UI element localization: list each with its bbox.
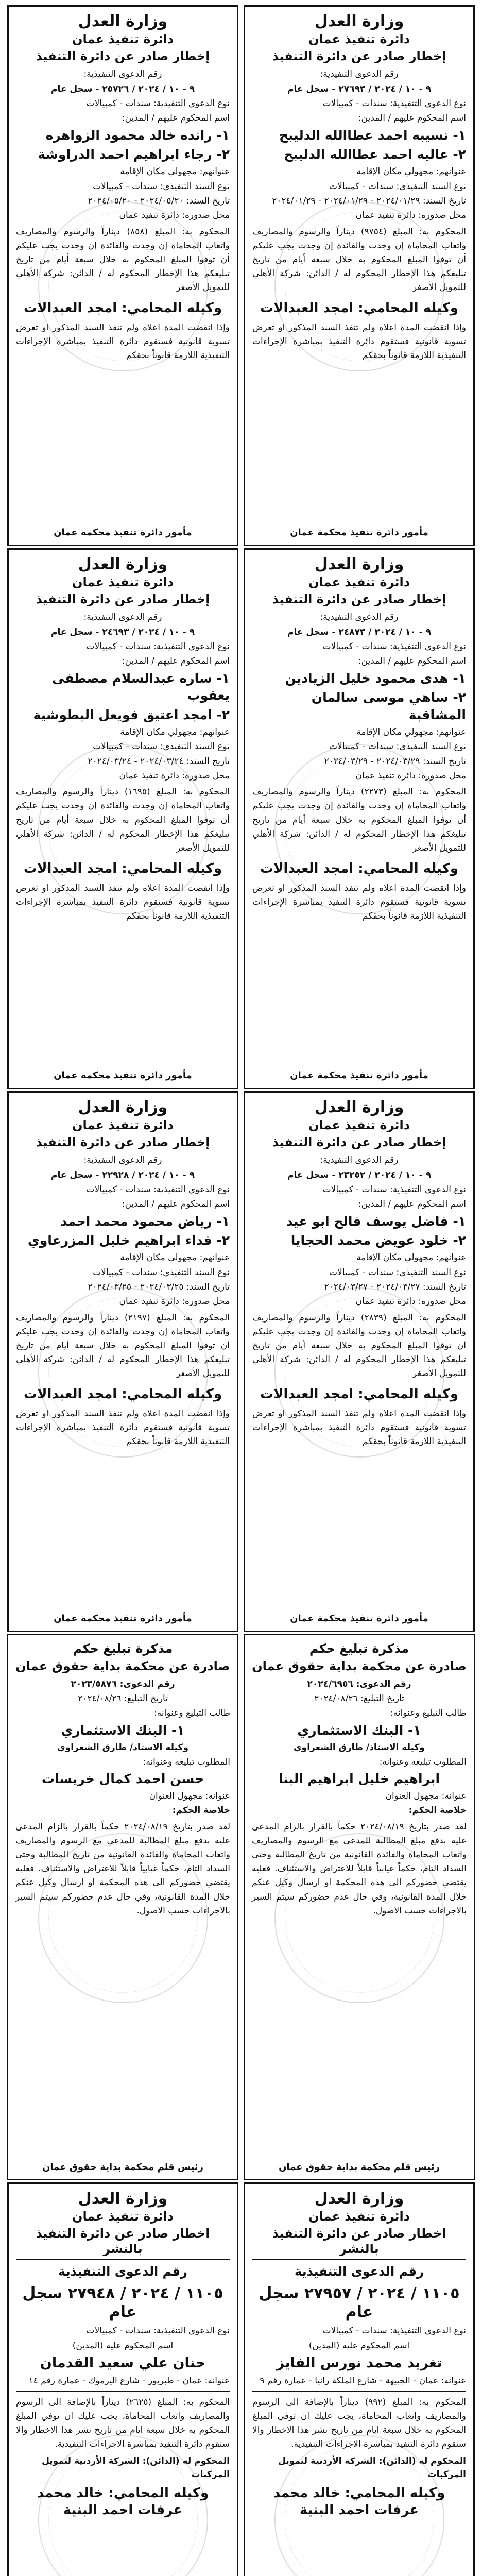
defendant-name: حسن احمد كمال خريسات <box>41 1771 204 1787</box>
case-number: ٩ - ١٠ / ٢٠٢٤ / ٢٢٩٢٨ - سجل عام <box>51 1170 195 1180</box>
creditor-agent: وكيله المحامي: امجد العبدالات <box>260 300 458 316</box>
debtor-address: عنوانهم: مجهولي مكان الإقامة <box>356 166 466 177</box>
execution-notice-3 <box>244 548 475 1089</box>
document-dates: تاريخ السند: ٢٠٢٤/٠٣/٢٧ - ٢٠٢٤/٠٣/٢٧ <box>324 1281 466 1292</box>
case-label: رقم الدعوى التنفيذية <box>58 2264 187 2279</box>
defendant-address: عنوانه: مجهول العنوان <box>385 1791 467 1802</box>
notice-body: المحكوم به: المبلغ (٢٢٧٣) ديناراً والرسوم والمصاريف واتعاب المحاماة إن وجدت والفائدة إن وجدت يجب عليكم أن توفوا المبلغ المحكوم به خلال سبعة أيام من تاريخ تبليغكم هذا الإخطار المحكوم له / الدائن: شركة الأهلي للتمويل الأصغر <box>252 787 466 854</box>
case-label: رقم الدعوى التنفيذية: <box>83 69 162 80</box>
debtor-label: اسم المحكوم عليه (المدين) <box>308 2340 410 2351</box>
document-dates: تاريخ السند: ٢٠٢٤/٠٣/٢٩ - ٢٠٢٤/٠٣/٢٩ <box>324 756 466 767</box>
debtor-name: تغريد محمد نورس الفايز <box>276 2354 442 2371</box>
debtor-address: عنوانه: عمان - طبربور - شارع اليرموك - عمارة رقم ١٤ <box>28 2376 230 2386</box>
debtor-address: عنوانه: عمان - الجبيهة - شارع الملكة رانيا - عمارة رقم ٩ <box>260 2376 466 2386</box>
issuing-court: محل صدوره: دائرة تنفيذ عمان <box>355 210 466 221</box>
plaintiff-agent: وكيله الاستاذ/ طارق الشعراوي <box>57 1742 188 1753</box>
ministry-title: وزارة العدل <box>78 12 168 30</box>
ministry-title: وزارة العدل <box>314 2190 404 2208</box>
plaintiff-agent: وكيله الاستاذ/ طارق الشعراوي <box>294 1742 425 1753</box>
notice-warning: وإذا انقضت المدة اعلاه ولم تنفذ السند المذكور او تعرض تسوية قانونية فستقوم دائرة التنفيذ بمباشرة الإجراءات التنفيذية اللازمة قانوناً بحقكم <box>16 883 230 922</box>
debtor-address: عنوانهم: مجهولي مكان الإقامة <box>120 1252 230 1263</box>
judgment-notice-2 <box>7 1634 238 2180</box>
case-label: رقم الدعوى التنفيذية: <box>320 1155 399 1166</box>
debtor-name-2: ٢- امجد اعتيق فويعل البطوشية <box>33 707 230 723</box>
plaintiff-label: طالب التبليغ وعنوانه: <box>154 1708 230 1719</box>
directorate-title: دائرة تنفيذ عمان <box>72 31 174 46</box>
case-label: رقم الدعوى التنفيذية: <box>83 1155 162 1166</box>
judgment-date: تاريخ التبليغ: ٢٠٢٤/٠٨/٢٦ <box>78 1693 168 1704</box>
issuing-court: محل صدوره: دائرة تنفيذ عمان <box>119 770 230 781</box>
ministry-title: وزارة العدل <box>78 1098 168 1116</box>
document-type: نوع السند التنفيذي: سندات - كمبيالات <box>329 741 466 752</box>
notice-subject: إخطار صادر عن دائرة التنفيذ <box>272 1135 446 1150</box>
debtor-name-2: ٢- فداء ابراهيم خليل المزرعاوي <box>27 1233 230 1248</box>
debtor-name-1: ١- هدى محمود خليل الزيادين <box>285 670 466 686</box>
case-number: ٩ - ١٠ / ٢٠٢٤ / ٢٥٧٢٦ - سجل عام <box>51 83 195 94</box>
judgment-subject: خلاصة الحكم: <box>408 1805 467 1816</box>
ministry-title: وزارة العدل <box>78 2190 168 2208</box>
notice-signature: مأمور دائرة تنفيذ محكمة عمان <box>290 1070 428 1081</box>
plaintiff-label: طالب التبليغ وعنوانه: <box>390 1708 467 1719</box>
creditor-agent: وكيله المحامي: خالد محمد عرفات احمد البنية <box>273 2485 445 2518</box>
judgment-body: لقد صدر بتاريخ ٢٠٢٤/٠٨/١٩ حكماً بالقرار بالزام المدعى عليه بدفع مبلغ المطالبة للمدعي مع الرسوم والمصاريف واتعاب المحاماة والفائدة القانونية من تاريخ المطالبة وحتى السداد التام، حكماً غيابياً قابلاً للاعتراض والاستئناف. فعليه يقتضي حضوركم الى هذه المحكمة او ارسال وكيل عنكم خلال المدة القانونية، وفي حال عدم حضوركم سيتم السير بالاجراءات حسب الاصول. <box>252 1821 467 1916</box>
notice-warning: وإذا انقضت المدة اعلاه ولم تنفذ السند المذكور او تعرض تسوية قانونية فستقوم دائرة التنفيذ بمباشرة الإجراءات التنفيذية اللازمة قانوناً بحقكم <box>252 322 466 361</box>
creditor-agent: وكيله المحامي: امجد العبدالات <box>260 1386 458 1402</box>
directorate-title: دائرة تنفيذ عمان <box>308 31 410 46</box>
defendant-label: المطلوب تبليغه وعنوانه: <box>379 1756 467 1767</box>
debtor-label: اسم المحكوم عليهم / المدين: <box>122 1199 230 1210</box>
directorate-title: دائرة تنفيذ عمان <box>72 1117 174 1132</box>
notice-signature: مأمور دائرة تنفيذ محكمة عمان <box>54 1070 192 1081</box>
creditor-name: المحكوم له (الدائن): الشركة الأردنية لتمويل المركبات <box>42 2455 230 2480</box>
case-label: رقم الدعوى التنفيذية: <box>320 69 399 80</box>
notice-body: المحكوم به: المبلغ (٢١٩٧) ديناراً والرسوم والمصاريف واتعاب المحاماة إن وجدت والفائدة إن وجدت يجب عليكم أن توفوا المبلغ المحكوم به خلال سبعة أيام من تاريخ تبليغكم هذا الإخطار المحكوم له / الدائن: شركة الأهلي للتمويل الأصغر <box>16 1312 230 1379</box>
judgment-case-number: رقم الدعوى: ٢٠٢٣/٥٨٧٦ <box>71 1679 175 1689</box>
defendant-label: المطلوب تبليغه وعنوانه: <box>143 1756 230 1767</box>
judgment-case-number: رقم الدعوى: ٢٠٢٤/٦٩٥٦ <box>307 1679 411 1689</box>
debtor-label: اسم المحكوم عليهم / المدين: <box>358 656 466 667</box>
debtor-name-1: ١- رانده خالد محمود الزواهره <box>45 127 230 143</box>
notice-subject: إخطار صادر عن دائرة التنفيذ <box>272 49 446 64</box>
publication-body: المحكوم به: المبلغ (٢٦٢٥) ديناراً بالإضافة الى الرسوم والمصاريف واتعاب المحاماة، يجب عليك ان توفي المبلغ المحكوم به خلال سبعة ايام من تاريخ نشر هذا الاخطار والا ستقوم دائرة التنفيذ بمباشرة الاجراءات التنفيذية. <box>16 2397 230 2450</box>
notice-subject: إخطار صادر عن دائرة التنفيذ <box>36 49 210 64</box>
case-type: نوع الدعوى التنفيذية: سندات - كمبيالات <box>322 2326 466 2336</box>
creditor-agent: وكيله المحامي: امجد العبدالات <box>24 1386 222 1402</box>
debtor-address: عنوانهم: مجهولي مكان الإقامة <box>120 726 230 737</box>
publication-notice-1 <box>244 2182 475 2576</box>
directorate-title: دائرة تنفيذ عمان <box>72 2209 174 2224</box>
publication-subject: اخطار صادر عن دائرة التنفيذ بالنشر <box>16 2226 230 2260</box>
judgment-signature: رئيس قلم محكمة بداية حقوق عمان <box>279 2161 440 2173</box>
debtor-name-1: ١- نسيبه احمد عطاالله الدليبح <box>279 127 466 143</box>
creditor-name: المحكوم له (الدائن): الشركة الأردنية لتمويل المركبات <box>278 2455 466 2480</box>
judgment-body: لقد صدر بتاريخ ٢٠٢٤/٠٨/١٩ حكماً بالقرار بالزام المدعى عليه بدفع مبلغ المطالبة للمدعي مع الرسوم والمصاريف واتعاب المحاماة والفائدة القانونية من تاريخ المطالبة وحتى السداد التام، حكماً غيابياً قابلاً للاعتراض والاستئناف. فعليه يقتضي حضوركم الى هذه المحكمة او ارسال وكيل عنكم خلال المدة القانونية، وفي حال عدم حضوركم سيتم السير بالاجراءات حسب الاصول. <box>15 1821 231 1916</box>
judgment-notice-1 <box>244 1634 475 2180</box>
case-number: ٩ - ١٠ / ٢٠٢٤ / ٢٧٦٩٣ - سجل عام <box>287 83 431 94</box>
ministry-title: وزارة العدل <box>314 12 404 30</box>
debtor-label: اسم المحكوم عليه (المدين) <box>72 2340 174 2351</box>
case-number: ٩ - ١٠ / ٢٠٢٤ / ٢٣٢٥٢ - سجل عام <box>287 1170 431 1180</box>
case-type: نوع الدعوى التنفيذية: سندات - كمبيالات <box>86 98 230 109</box>
debtor-label: اسم المحكوم عليهم / المدين: <box>358 1199 466 1210</box>
debtor-label: اسم المحكوم عليهم / المدين: <box>358 113 466 124</box>
debtor-name-2: ٢- رجاء ابراهيم احمد الدراوشة <box>38 147 230 162</box>
notice-signature: مأمور دائرة تنفيذ محكمة عمان <box>290 527 428 538</box>
debtor-name-1: ١- رياض محمود محمد احمد <box>60 1213 230 1229</box>
publication-body: المحكوم به: المبلغ (٩٩٢) ديناراً بالإضافة الى الرسوم والمصاريف واتعاب المحاماة، يجب عليك ان توفي المبلغ المحكوم به خلال سبعة ايام من تاريخ نشر هذا الاخطار والا ستقوم دائرة التنفيذ بمباشرة الاجراءات التنفيذية. <box>252 2397 466 2450</box>
publication-subject: اخطار صادر عن دائرة التنفيذ بالنشر <box>252 2226 466 2260</box>
judgment-title: مذكرة تبليغ حكم <box>309 1641 409 1656</box>
directorate-title: دائرة تنفيذ عمان <box>308 2209 410 2224</box>
execution-notice-1 <box>244 5 475 546</box>
case-number: ٩ - ١٠ / ٢٠٢٤ / ٢٤٦٩٣ - سجل عام <box>51 626 195 637</box>
debtor-name-2: ٢- ساهي موسى سالمان المشاقبة <box>311 690 466 723</box>
directorate-title: دائرة تنفيذ عمان <box>308 574 410 589</box>
notice-warning: وإذا انقضت المدة اعلاه ولم تنفذ السند المذكور او تعرض تسوية قانونية فستقوم دائرة التنفيذ بمباشرة الإجراءات التنفيذية اللازمة قانوناً بحقكم <box>252 883 466 922</box>
defendant-name: ابراهيم خليل ابراهيم البنا <box>278 1771 440 1787</box>
document-dates: تاريخ السند: ٢٠٢٤/٠٣/٢٤ - ٢٠٢٤/٠٣/٢٤ <box>88 756 230 767</box>
document-dates: تاريخ السند: ٢٠٢٤/٠٥/٢٠ - ٢٠٢٤/٠٥/٢٠ <box>88 195 230 206</box>
case-type: نوع الدعوى التنفيذية: سندات - كمبيالات <box>86 2326 230 2336</box>
judgment-subject: خلاصة الحكم: <box>172 1805 230 1816</box>
directorate-title: دائرة تنفيذ عمان <box>72 574 174 589</box>
notice-subject: إخطار صادر عن دائرة التنفيذ <box>36 592 210 607</box>
document-type: نوع السند التنفيذي: سندات - كمبيالات <box>329 1267 466 1278</box>
debtor-label: اسم المحكوم عليهم / المدين: <box>122 113 230 124</box>
notice-body: المحكوم به: المبلغ (٢٨٣٩) ديناراً والرسوم والمصاريف واتعاب المحاماة إن وجدت والفائدة إن وجدت يجب عليكم أن توفوا المبلغ المحكوم به خلال سبعة أيام من تاريخ تبليغكم هذا الإخطار المحكوم له / الدائن: شركة الأهلي للتمويل الأصغر <box>252 1312 466 1379</box>
notice-warning: وإذا انقضت المدة اعلاه ولم تنفذ السند المذكور او تعرض تسوية قانونية فستقوم دائرة التنفيذ بمباشرة الإجراءات التنفيذية اللازمة قانوناً بحقكم <box>16 322 230 361</box>
notice-body: المحكوم به: المبلغ (١٦٩٥) ديناراً والرسوم والمصاريف واتعاب المحاماة إن وجدت والفائدة إن وجدت يجب عليكم أن توفوا المبلغ المحكوم به خلال سبعة أيام من تاريخ تبليغكم هذا الإخطار المحكوم له / الدائن: شركة الأهلي للتمويل الأصغر <box>16 787 230 854</box>
notice-signature: مأمور دائرة تنفيذ محكمة عمان <box>54 527 192 538</box>
divider <box>252 2391 466 2392</box>
creditor-agent: وكيله المحامي: امجد العبدالات <box>24 861 222 877</box>
case-type: نوع الدعوى التنفيذية: سندات - كمبيالات <box>322 641 466 652</box>
debtor-name-1: ١- فاضل يوسف فالح ابو عيد <box>286 1213 466 1229</box>
case-type: نوع الدعوى التنفيذية: سندات - كمبيالات <box>86 1184 230 1195</box>
notice-warning: وإذا انقضت المدة اعلاه ولم تنفذ السند المذكور او تعرض تسوية قانونية فستقوم دائرة التنفيذ بمباشرة الإجراءات التنفيذية اللازمة قانوناً بحقكم <box>252 1408 466 1447</box>
issuing-court: محل صدوره: دائرة تنفيذ عمان <box>355 770 466 781</box>
divider <box>16 2391 230 2392</box>
issuing-court: محل صدوره: دائرة تنفيذ عمان <box>119 210 230 221</box>
case-number: ١١٠٥ / ٢٠٢٤ / ٢٧٩٥٧ سجل عام <box>259 2284 460 2321</box>
plaintiff-name: ١- البنك الاستثماري <box>61 1722 185 1738</box>
notice-signature: مأمور دائرة تنفيذ محكمة عمان <box>290 1613 428 1624</box>
ministry-title: وزارة العدل <box>314 1098 404 1116</box>
judgment-title: مذكرة تبليغ حكم <box>73 1641 173 1656</box>
issuing-court: محل صدوره: دائرة تنفيذ عمان <box>355 1296 466 1307</box>
debtor-address: عنوانهم: مجهولي مكان الإقامة <box>120 166 230 177</box>
ministry-title: وزارة العدل <box>314 555 404 573</box>
execution-notice-6 <box>7 1091 238 1632</box>
judgment-subtitle: صادرة عن محكمة بداية حقوق عمان <box>252 1658 467 1673</box>
defendant-address: عنوانه: مجهول العنوان <box>149 1791 230 1802</box>
document-type: نوع السند التنفيذي: سندات - كمبيالات <box>93 741 230 752</box>
debtor-address: عنوانهم: مجهولي مكان الإقامة <box>356 726 466 737</box>
publication-notice-2 <box>7 2182 238 2576</box>
notice-subject: إخطار صادر عن دائرة التنفيذ <box>36 1135 210 1150</box>
case-label: رقم الدعوى التنفيذية: <box>83 612 162 623</box>
notice-body: المحكوم به: المبلغ (٨٥٨) ديناراً والرسوم والمصاريف واتعاب المحاماة إن وجدت والفائدة إن وجدت يجب عليكم أن توفوا المبلغ المحكوم به خلال سبعة أيام من تاريخ تبليغكم هذا الإخطار المحكوم له / الدائن: شركة الأهلي للتمويل الأصغر <box>16 226 230 293</box>
debtor-name-2: ٢- خلود عويض محمد الحجايا <box>290 1233 466 1248</box>
debtor-label: اسم المحكوم عليهم / المدين: <box>122 656 230 667</box>
notice-subject: إخطار صادر عن دائرة التنفيذ <box>272 592 446 607</box>
case-type: نوع الدعوى التنفيذية: سندات - كمبيالات <box>322 1184 466 1195</box>
execution-notice-5 <box>244 1091 475 1632</box>
case-label: رقم الدعوى التنفيذية <box>295 2264 424 2279</box>
judgment-date: تاريخ التبليغ: ٢٠٢٤/٠٨/٢٦ <box>314 1693 404 1704</box>
case-number: ١١٠٥ / ٢٠٢٤ / ٢٧٩٤٨ سجل عام <box>22 2284 223 2321</box>
issuing-court: محل صدوره: دائرة تنفيذ عمان <box>119 1296 230 1307</box>
document-dates: تاريخ السند: ٢٠٢٤/٠١/٢٩ - ٢٠٢٤/٠١/٢٩ - ٢٠٢٤/٠١/٢٩ <box>272 195 466 206</box>
case-number: ٩ - ١٠ / ٢٠٢٤ / ٢٤٨٧٣ - سجل عام <box>287 626 431 637</box>
case-type: نوع الدعوى التنفيذية: سندات - كمبيالات <box>322 98 466 109</box>
document-type: نوع السند التنفيذي: سندات - كمبيالات <box>329 181 466 192</box>
debtor-address: عنوانهم: مجهولي مكان الإقامة <box>356 1252 466 1263</box>
notice-signature: مأمور دائرة تنفيذ محكمة عمان <box>54 1613 192 1624</box>
directorate-title: دائرة تنفيذ عمان <box>308 1117 410 1132</box>
case-label: رقم الدعوى التنفيذية: <box>320 612 399 623</box>
execution-notice-4 <box>7 548 238 1089</box>
ministry-title: وزارة العدل <box>78 555 168 573</box>
case-type: نوع الدعوى التنفيذية: سندات - كمبيالات <box>86 641 230 652</box>
creditor-agent: وكيله المحامي: امجد العبدالات <box>24 300 222 316</box>
judgment-subtitle: صادرة عن محكمة بداية حقوق عمان <box>15 1658 230 1673</box>
debtor-name: حنان علي سعيد القدمان <box>40 2354 206 2371</box>
plaintiff-name: ١- البنك الاستثماري <box>297 1722 421 1738</box>
document-type: نوع السند التنفيذي: سندات - كمبيالات <box>93 181 230 192</box>
debtor-name-2: ٢- عاليه احمد عطاالله الدليبح <box>284 147 466 162</box>
debtor-name-1: ١- ساره عبدالسلام مصطفى يعقوب <box>51 670 230 703</box>
creditor-agent: وكيله المحامي: خالد محمد عرفات احمد البنية <box>37 2485 209 2518</box>
notice-body: المحكوم به: المبلغ (٩٧٥٤) ديناراً والرسوم والمصاريف واتعاب المحاماة إن وجدت والفائدة إن وجدت يجب عليكم أن توفوا المبلغ المحكوم به خلال سبعة أيام من تاريخ تبليغكم هذا الإخطار المحكوم له / الدائن: شركة الأهلي للتمويل الأصغر <box>252 226 466 293</box>
document-type: نوع السند التنفيذي: سندات - كمبيالات <box>93 1267 230 1278</box>
execution-notice-2 <box>7 5 238 546</box>
judgment-signature: رئيس قلم محكمة بداية حقوق عمان <box>42 2161 203 2173</box>
notice-warning: وإذا انقضت المدة اعلاه ولم تنفذ السند المذكور او تعرض تسوية قانونية فستقوم دائرة التنفيذ بمباشرة الإجراءات التنفيذية اللازمة قانوناً بحقكم <box>16 1408 230 1447</box>
creditor-agent: وكيله المحامي: امجد العبدالات <box>260 861 458 877</box>
document-dates: تاريخ السند: ٢٠٢٤/٠٣/٢٥ - ٢٠٢٤/٠٣/٢٥ <box>88 1281 230 1292</box>
